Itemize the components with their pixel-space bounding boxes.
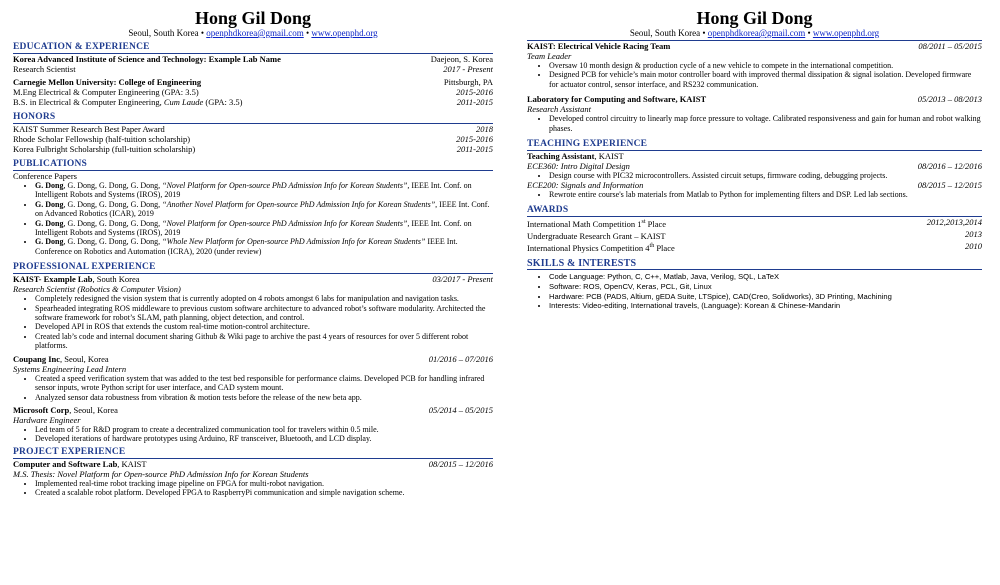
job-org: Coupang Inc [13, 353, 61, 364]
job-bullets [13, 425, 493, 444]
education-row [13, 64, 493, 74]
project-role: Team Leader [527, 51, 572, 61]
school-name: Korea Advanced Institute of Science and Technology: Example Lab Name [13, 54, 281, 64]
venue: , IEEE Int. Conf. on Advanced Robotics (ICAR), 2019 [35, 199, 490, 219]
ordinal-suffix: st [641, 218, 646, 225]
paper-title: “Another Novel Platform for Open-source PhD Admission Info for Korean Students” [162, 199, 436, 209]
job-header [13, 405, 493, 415]
bullet-item: • Completely redesigned the vision system that is currently adopted on 4 robots amongst 6 labs for manipulation and navigation tasks. [35, 294, 493, 303]
project-bullets [527, 114, 982, 133]
resume-page-2 [527, 0, 982, 585]
gpa-text: (GPA: 3.5) [203, 97, 243, 107]
co-authors: , G. Dong, G. Dong, G. Dong, [63, 181, 163, 190]
job-header [13, 274, 493, 284]
award-row [527, 217, 982, 229]
award-row [527, 241, 982, 253]
bullet-item: • Design course with PIC32 microcontrollers. Assisted circuit setups, firmware coding, debugging projects. [549, 171, 982, 180]
job-location: , South Korea [92, 274, 140, 285]
project-bullets [527, 61, 982, 89]
first-author: G. Dong [35, 237, 64, 247]
course-name: ECE200: Signals and Information [527, 180, 644, 191]
degree [13, 97, 242, 107]
teaching-row [527, 151, 982, 161]
publication-item [35, 219, 493, 238]
contact-line [13, 28, 493, 39]
project-entry [527, 41, 982, 89]
education-row [13, 77, 493, 87]
project-header [527, 41, 982, 51]
job-entry [13, 354, 493, 402]
honor-text: KAIST Summer Research Best Paper Award [13, 124, 165, 134]
award-name: Undergraduate Research Grant – KAIST [527, 230, 666, 241]
date: 01/2016 – 07/2016 [428, 353, 493, 364]
venue: , IEEE Int. Conf. on Intelligent Robots and Systems (IROS), 2019 [35, 218, 472, 238]
course-name: ECE360: Intro Digital Design [527, 161, 630, 172]
award-place: Place [654, 242, 675, 253]
job-org-wrap [13, 405, 118, 415]
school-location: Pittsburgh, PA [443, 77, 493, 87]
job-entry [13, 405, 493, 444]
job-location: , Seoul, Korea [60, 353, 109, 364]
bullet-item: • Rewrote entire course's lab materials from Matlab to Python for implementing filters and DSP. Led lab sections. [549, 190, 982, 199]
degree-text: B.S. in Electrical & Computer Engineering, [13, 97, 164, 107]
skills-list [527, 272, 982, 310]
job-role: Research Scientist (Robotics & Computer Vision) [13, 284, 181, 295]
location: Seoul, South Korea • [128, 28, 207, 38]
project-row [13, 459, 493, 469]
date: 2018 [476, 124, 493, 134]
co-authors: , G. Dong, G. Dong, G. Dong, [63, 218, 163, 228]
paper-title: “Novel Platform for Open-source PhD Admission Info for Korean Students” [162, 218, 408, 228]
venue: , IEEE Int. Conf. on Intelligent Robots and Systems (IROS), 2019 [35, 181, 472, 200]
degree: M.Eng Electrical & Computer Engineering (GPA: 3.5) [13, 87, 199, 97]
bullet-item: • Designed PCB for vehicle’s main motor controller board with improved thermal dissipation & signal isolation. Developed firmware for actuator control, sensor interface, and RS232 communication. [549, 70, 982, 89]
bullet-item: • Led team of 5 for R&D program to create a decentralized communication tool for travelers within 0.5 mile. [35, 425, 493, 434]
email-link[interactable]: openphdkorea@gmail.com [707, 28, 806, 38]
teaching-heading: TEACHING EXPERIENCE [527, 139, 982, 151]
skill-item: • Interests: Video-editing, International travels, (Language): Korean & Chinese-Mandarin [549, 301, 982, 311]
teaching-location: , KAIST [594, 151, 624, 162]
date: 2012,2013,2014 [926, 216, 982, 227]
project-role: Research Assistant [527, 104, 591, 115]
bullet-item: • Spearheaded integrating ROS middleware to previous custom software architecture to advanced robot’s software modularity. Architected the software framework for robot’s SLAM, path planning, object detection, and control. [35, 304, 493, 323]
date: 2017 - Present [443, 64, 493, 74]
project-org: Laboratory for Computing and Software, KAIST [527, 94, 707, 105]
education-row [13, 54, 493, 64]
awards-list [527, 217, 982, 252]
publications-sub: Conference Papers [13, 171, 77, 181]
website-link[interactable]: www.openphd.org [311, 28, 378, 38]
honor-row [13, 134, 493, 144]
date: 2013 [965, 228, 982, 239]
award-text [527, 241, 675, 253]
venue: IEEE Int. Conference on Robotics and Automation (ICRA), 2020 (under review) [35, 237, 458, 256]
contact-separator: • [303, 28, 312, 38]
location: Seoul, South Korea • [629, 28, 708, 38]
bullet-item: • Oversaw 10 month design & production cycle of a new vehicle to compete in the international competition. [549, 61, 982, 70]
education-heading: EDUCATION & EXPERIENCE [13, 42, 493, 54]
publication-item [35, 200, 493, 219]
course-row [527, 180, 982, 190]
award-text [527, 229, 666, 241]
bullet-item: • Created a scalable robot platform. Developed FPGA to RaspberryPi communication and simple navigation scheme. [35, 488, 493, 497]
project-org: KAIST: Electrical Vehicle Racing Team [527, 41, 671, 51]
job-role: Hardware Engineer [13, 414, 81, 425]
first-author: G. Dong [35, 218, 64, 228]
date: 2010 [965, 240, 982, 251]
resume-name: Hong Gil Dong [696, 8, 813, 28]
teaching-role: Teaching Assistant [527, 151, 595, 162]
date: 03/2017 - Present [432, 274, 493, 285]
bullet-item: • Developed API in ROS that extends the custom real-time motion-control architecture. [35, 322, 493, 331]
job-location: , Seoul, Korea [69, 404, 118, 415]
date: 08/2016 – 12/2016 [917, 161, 982, 172]
skill-item: • Code Language: Python, C, C++, Matlab, Java, Verilog, SQL, LaTeX [549, 272, 982, 282]
honor-text: Cum Laude [163, 97, 204, 107]
bullet-item: • Created a speed verification system that was added to the test bed responsible for performance claims. Developed PCB for handling infrared sensor inputs, wrote Python script for user interface, and CAD system mount. [35, 374, 493, 393]
skills-heading: SKILLS & INTERESTS [527, 258, 982, 270]
honor-row [13, 144, 493, 154]
job-header [13, 354, 493, 364]
job-bullets [13, 374, 493, 402]
role: Research Scientist [13, 64, 76, 74]
course-list [527, 161, 982, 200]
first-author: G. Dong [35, 181, 64, 190]
resume-page-1 [13, 0, 493, 585]
project-heading: PROJECT EXPERIENCE [13, 447, 493, 459]
website-link[interactable]: www.openphd.org [812, 28, 880, 38]
project-bullets [13, 479, 493, 498]
project-list [527, 41, 982, 133]
resume-name: Hong Gil Dong [194, 8, 312, 28]
honor-text: Korea Fulbright Scholarship (full-tuition scholarship) [13, 144, 196, 154]
job-org-wrap [13, 274, 140, 284]
project-location: , KAIST [117, 458, 147, 469]
project-header [527, 94, 982, 104]
date: 2015-2016 [456, 134, 493, 144]
date: 2015-2016 [456, 87, 493, 97]
course-bullets [527, 171, 982, 180]
job-bullets [13, 294, 493, 350]
honor-text: Rhode Scholar Fellowship (half-tuition scholarship) [13, 134, 191, 144]
professional-heading: PROFESSIONAL EXPERIENCE [13, 262, 493, 274]
job-role: Systems Engineering Lead Intern [13, 363, 127, 374]
bullet-item: • Developed iterations of hardware prototypes using Arduino, RF transceiver, Bluetooth, and LCD display. [35, 434, 493, 443]
email-link[interactable]: openphdkorea@gmail.com [206, 28, 304, 38]
publication-item [35, 237, 493, 256]
project-org: Computer and Software Lab [13, 458, 118, 469]
contact-line [527, 28, 982, 39]
award-place: Place [645, 218, 667, 229]
honor-row [13, 124, 493, 134]
education-row [13, 87, 493, 97]
paper-title: “Novel Platform for Open-source PhD Admission Info for Korean Students” [162, 181, 408, 190]
honors-list [13, 124, 493, 154]
date: 2011-2015 [456, 97, 493, 107]
job-entry [13, 274, 493, 350]
co-authors: , G. Dong, G. Dong, G. Dong, [63, 199, 163, 209]
job-org-wrap [13, 354, 109, 364]
publication-item [35, 181, 493, 200]
job-org: KAIST- Example Lab [13, 274, 93, 285]
job-org: Microsoft Corp [13, 404, 70, 415]
course-row [527, 161, 982, 171]
project-entry [527, 94, 982, 133]
date: 08/2015 – 12/2015 [917, 180, 982, 191]
education-row [13, 97, 493, 107]
first-author: G. Dong [35, 199, 64, 209]
publications-heading: PUBLICATIONS [13, 159, 493, 171]
award-text [527, 217, 666, 229]
school-name: Carnegie Mellon University: College of Engineering [13, 77, 202, 87]
project-role: M.S. Thesis: Novel Platform for Open-source PhD Admission Info for Korean Students [13, 468, 309, 479]
date: 08/2015 – 12/2016 [428, 458, 493, 469]
award-name: International Physics Competition 4 [527, 242, 650, 253]
bullet-item: • Created lab’s code and internal document sharing Github & Wiki page to archive the past 4 years of resources for over 5 different robot platforms. [35, 332, 493, 351]
ordinal-suffix: th [649, 242, 655, 249]
course-bullets [527, 190, 982, 199]
bullet-item: • Developed control circuitry to linearly map force pressure to voltage. Calibrated responsiveness and gain for human and robot walking phases. [549, 114, 982, 133]
award-row [527, 229, 982, 241]
date: 2011-2015 [456, 144, 493, 154]
award-name: International Math Competition 1 [527, 218, 642, 229]
paper-title: “Whole New Platform for Open-source PhD Admission Info for Korean Students” [162, 237, 426, 247]
school-location: Daejeon, S. Korea [430, 54, 493, 64]
contact-separator: • [805, 28, 813, 38]
honors-heading: HONORS [13, 112, 493, 124]
date: 05/2014 – 05/2015 [428, 404, 493, 415]
publication-list [13, 181, 493, 256]
date: 05/2013 – 08/2013 [917, 94, 982, 105]
bullet-item: • Analyzed sensor data robustness from vibration & motion tests before the release of the new beta app. [35, 393, 493, 402]
date: 08/2011 – 05/2015 [918, 41, 982, 51]
skill-item: • Hardware: PCB (PADS, Altium, gEDA Suite, LTSpice), CAD(Creo, Solidworks), 3D Printing, Machining [549, 292, 982, 302]
co-authors: , G. Dong, G. Dong, G. Dong, [63, 237, 163, 247]
awards-heading: AWARDS [527, 205, 982, 217]
bullet-item: • Implemented real-time robot tracking image pipeline on FPGA for multi-robot navigation. [35, 479, 493, 488]
job-list [13, 274, 493, 443]
skill-item: • Software: ROS, OpenCV, Keras, PCL, Git, Linux [549, 282, 982, 292]
